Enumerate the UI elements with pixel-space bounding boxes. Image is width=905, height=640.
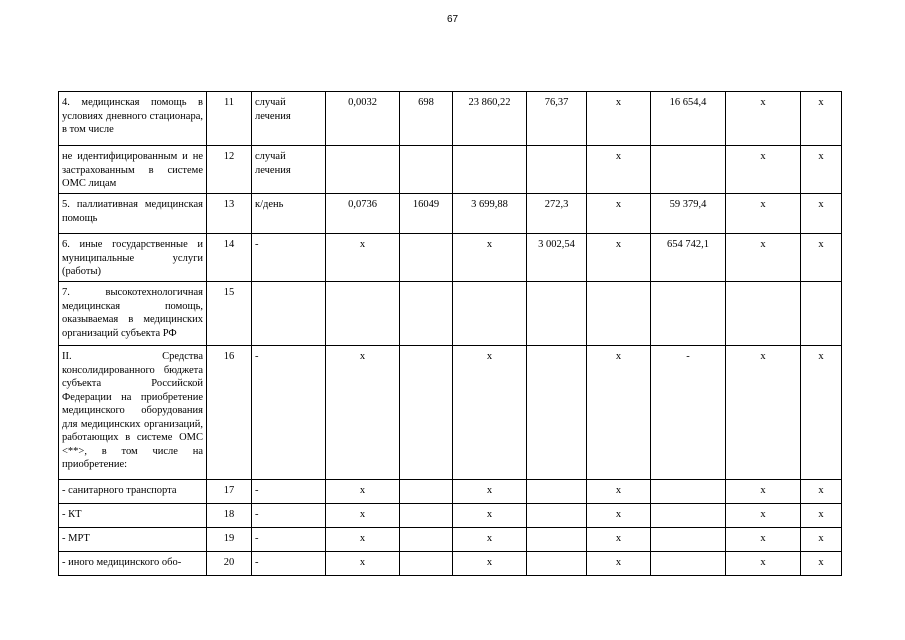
row-col8-cell: - xyxy=(651,346,726,480)
row-col6-cell: 272,3 xyxy=(527,194,587,234)
row-col5-cell: x xyxy=(453,504,527,528)
row-code-cell: 18 xyxy=(207,504,252,528)
row-col10-cell: x xyxy=(801,552,842,576)
row-norm-cell: x xyxy=(326,234,400,282)
row-unit-cell: - xyxy=(252,552,326,576)
row-col8-cell: 16 654,4 xyxy=(651,92,726,146)
row-unit-cell: случай лечения xyxy=(252,92,326,146)
row-col5-cell: x xyxy=(453,528,527,552)
table-row xyxy=(59,528,842,552)
row-name-cell: - КТ xyxy=(59,504,207,528)
row-col9-cell: x xyxy=(726,234,801,282)
row-col10-cell: x xyxy=(801,146,842,194)
row-cost-cell xyxy=(400,552,453,576)
row-code-cell: 14 xyxy=(207,234,252,282)
row-col6-cell xyxy=(527,552,587,576)
row-col6-cell xyxy=(527,480,587,504)
row-cost-cell: 698 xyxy=(400,92,453,146)
row-cost-cell xyxy=(400,346,453,480)
row-col9-cell: x xyxy=(726,92,801,146)
table-row xyxy=(59,234,842,282)
row-code-cell: 15 xyxy=(207,282,252,346)
row-unit-cell: - xyxy=(252,528,326,552)
table-row xyxy=(59,92,842,146)
row-unit-cell xyxy=(252,282,326,346)
row-col10-cell xyxy=(801,282,842,346)
row-col9-cell: x xyxy=(726,480,801,504)
row-col5-cell: x xyxy=(453,234,527,282)
table-row xyxy=(59,480,842,504)
row-cost-cell: 16049 xyxy=(400,194,453,234)
row-col7-cell: x xyxy=(587,346,651,480)
row-name-cell: - МРТ xyxy=(59,528,207,552)
row-col5-cell: x xyxy=(453,552,527,576)
row-col9-cell: x xyxy=(726,504,801,528)
row-cost-cell xyxy=(400,504,453,528)
row-norm-cell: x xyxy=(326,552,400,576)
row-col7-cell: x xyxy=(587,552,651,576)
row-norm-cell: x xyxy=(326,504,400,528)
page-number: 67 xyxy=(446,14,459,25)
row-col10-cell: x xyxy=(801,346,842,480)
row-col9-cell: x xyxy=(726,528,801,552)
row-unit-cell: - xyxy=(252,346,326,480)
row-name-cell: 5. паллиативная медицинская помощь xyxy=(59,194,207,234)
row-col10-cell: x xyxy=(801,234,842,282)
row-cost-cell xyxy=(400,528,453,552)
row-col9-cell: x xyxy=(726,194,801,234)
row-col6-cell: 76,37 xyxy=(527,92,587,146)
row-col8-cell xyxy=(651,480,726,504)
row-code-cell: 20 xyxy=(207,552,252,576)
row-col6-cell: 3 002,54 xyxy=(527,234,587,282)
row-unit-cell: к/день xyxy=(252,194,326,234)
row-code-cell: 19 xyxy=(207,528,252,552)
row-col6-cell xyxy=(527,504,587,528)
row-col5-cell: x xyxy=(453,346,527,480)
table-row xyxy=(59,552,842,576)
row-col8-cell: 654 742,1 xyxy=(651,234,726,282)
row-col8-cell xyxy=(651,504,726,528)
row-col7-cell xyxy=(587,282,651,346)
row-norm-cell: x xyxy=(326,346,400,480)
row-col8-cell xyxy=(651,552,726,576)
row-norm-cell xyxy=(326,282,400,346)
row-col10-cell: x xyxy=(801,528,842,552)
row-cost-cell xyxy=(400,234,453,282)
row-code-cell: 17 xyxy=(207,480,252,504)
row-col10-cell: x xyxy=(801,504,842,528)
row-col9-cell: x xyxy=(726,346,801,480)
table-row xyxy=(59,146,842,194)
row-col7-cell: x xyxy=(587,528,651,552)
row-col10-cell: x xyxy=(801,480,842,504)
row-col10-cell: x xyxy=(801,92,842,146)
row-name-cell: - санитарного транспорта xyxy=(59,480,207,504)
row-col5-cell: x xyxy=(453,480,527,504)
row-name-cell: 4. медицинская помощь в условиях дневного стационара, в том числе xyxy=(59,92,207,146)
row-col9-cell: x xyxy=(726,146,801,194)
row-norm-cell: 0,0032 xyxy=(326,92,400,146)
row-col8-cell xyxy=(651,528,726,552)
row-col9-cell xyxy=(726,282,801,346)
row-name-cell: - иного медицинского обо- xyxy=(59,552,207,576)
row-col5-cell xyxy=(453,282,527,346)
row-col8-cell: 59 379,4 xyxy=(651,194,726,234)
row-unit-cell: - xyxy=(252,234,326,282)
row-norm-cell: x xyxy=(326,480,400,504)
row-col7-cell: x xyxy=(587,480,651,504)
row-col7-cell: x xyxy=(587,146,651,194)
data-table xyxy=(58,91,842,576)
row-norm-cell xyxy=(326,146,400,194)
row-name-cell: 7. высокотехнологичная медицинская помощь, оказываемая в медицинских организаций субъекта РФ xyxy=(59,282,207,346)
row-col5-cell: 23 860,22 xyxy=(453,92,527,146)
row-col7-cell: x xyxy=(587,234,651,282)
row-col8-cell xyxy=(651,146,726,194)
row-col7-cell: x xyxy=(587,92,651,146)
row-name-cell: II. Средства консолидированного бюджета субъекта Российской Федерации на приобретение медицинского оборудования для медицинских организаций, работающих в системе ОМС <**>, в том числе на приобретение: xyxy=(59,346,207,480)
row-col6-cell xyxy=(527,146,587,194)
row-unit-cell: - xyxy=(252,480,326,504)
row-name-cell: 6. иные государственные и муниципальные услуги (работы) xyxy=(59,234,207,282)
row-col6-cell xyxy=(527,282,587,346)
row-code-cell: 11 xyxy=(207,92,252,146)
row-col5-cell xyxy=(453,146,527,194)
row-code-cell: 12 xyxy=(207,146,252,194)
row-col10-cell: x xyxy=(801,194,842,234)
row-unit-cell: случай лечения xyxy=(252,146,326,194)
row-norm-cell: x xyxy=(326,528,400,552)
row-col7-cell: x xyxy=(587,504,651,528)
row-norm-cell: 0,0736 xyxy=(326,194,400,234)
row-col6-cell xyxy=(527,528,587,552)
row-code-cell: 16 xyxy=(207,346,252,480)
row-cost-cell xyxy=(400,282,453,346)
row-cost-cell xyxy=(400,480,453,504)
row-name-cell: не идентифицированным и не застрахованным в системе ОМС лицам xyxy=(59,146,207,194)
row-col8-cell xyxy=(651,282,726,346)
table-row xyxy=(59,504,842,528)
row-col5-cell: 3 699,88 xyxy=(453,194,527,234)
table-row xyxy=(59,194,842,234)
row-col7-cell: x xyxy=(587,194,651,234)
row-col9-cell: x xyxy=(726,552,801,576)
table-row xyxy=(59,346,842,480)
row-cost-cell xyxy=(400,146,453,194)
row-unit-cell: - xyxy=(252,504,326,528)
row-code-cell: 13 xyxy=(207,194,252,234)
table-row xyxy=(59,282,842,346)
row-col6-cell xyxy=(527,346,587,480)
